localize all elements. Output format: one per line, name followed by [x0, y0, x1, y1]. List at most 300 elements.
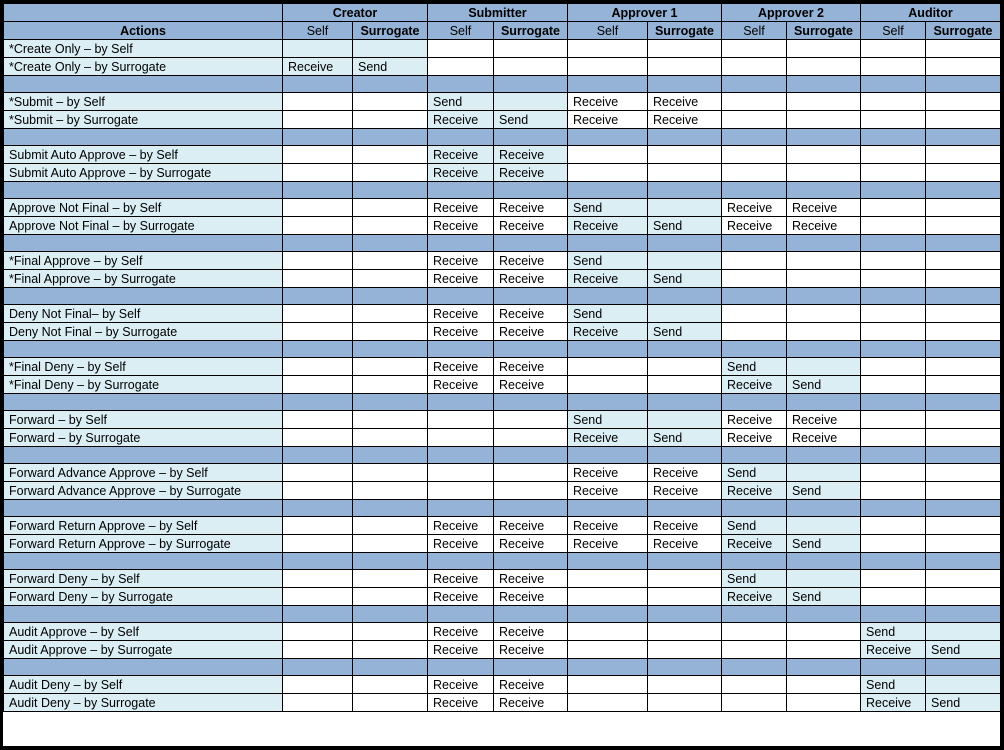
notification-cell: [283, 482, 353, 500]
notification-cell: [568, 623, 648, 641]
notification-cell: Receive: [494, 623, 568, 641]
action-cell: Forward Advance Approve – by Surrogate: [4, 482, 283, 500]
notification-cell: [283, 146, 353, 164]
notification-cell: Receive: [568, 217, 648, 235]
separator-cell: [428, 288, 494, 305]
separator-cell: [787, 659, 861, 676]
separator-cell: [787, 235, 861, 252]
notification-cell: [861, 429, 926, 447]
notification-cell: [861, 570, 926, 588]
notification-cell: [926, 270, 1001, 288]
separator-cell: [568, 606, 648, 623]
notification-cell: Send: [568, 305, 648, 323]
action-cell: Forward Advance Approve – by Self: [4, 464, 283, 482]
notification-cell: Send: [353, 58, 428, 76]
notification-cell: [648, 641, 722, 659]
separator-cell: [283, 129, 353, 146]
notification-cell: Receive: [568, 464, 648, 482]
notification-cell: Receive: [428, 111, 494, 129]
notification-cell: [428, 464, 494, 482]
notification-cell: [787, 623, 861, 641]
notification-cell: [861, 588, 926, 606]
notification-cell: [283, 676, 353, 694]
separator-cell: [926, 76, 1001, 93]
action-cell: *Create Only – by Self: [4, 40, 283, 58]
separator-cell: [861, 129, 926, 146]
separator-cell: [787, 606, 861, 623]
group-header-approver-2: Approver 2: [722, 4, 861, 22]
separator-cell: [648, 500, 722, 517]
notification-cell: [926, 588, 1001, 606]
notification-cell: [926, 376, 1001, 394]
separator-cell: [494, 341, 568, 358]
notification-cell: Receive: [648, 111, 722, 129]
notification-cell: [648, 411, 722, 429]
group-header-submitter: Submitter: [428, 4, 568, 22]
notification-cell: [283, 111, 353, 129]
separator-cell: [861, 500, 926, 517]
notification-cell: [353, 676, 428, 694]
separator-cell: [787, 447, 861, 464]
notification-cell: Receive: [494, 146, 568, 164]
notification-cell: Send: [787, 376, 861, 394]
separator-cell: [353, 553, 428, 570]
notification-cell: [926, 217, 1001, 235]
notification-cell: Receive: [568, 270, 648, 288]
notification-cell: Receive: [648, 535, 722, 553]
action-cell: *Final Approve – by Surrogate: [4, 270, 283, 288]
notification-cell: Receive: [428, 376, 494, 394]
notification-cell: [494, 464, 568, 482]
notification-cell: Send: [861, 676, 926, 694]
notification-cell: [926, 40, 1001, 58]
notification-cell: [353, 323, 428, 341]
notification-cell: Receive: [722, 376, 787, 394]
notification-cell: [353, 464, 428, 482]
table-row: [4, 411, 1001, 429]
notification-cell: [926, 358, 1001, 376]
separator-cell: [4, 659, 283, 676]
notification-cell: [926, 482, 1001, 500]
notification-cell: [787, 323, 861, 341]
separator-cell: [787, 500, 861, 517]
separator-cell: [4, 606, 283, 623]
sub-header-row: [4, 22, 1001, 40]
separator-row: [4, 606, 1001, 623]
notification-cell: [926, 464, 1001, 482]
notification-cell: Send: [926, 694, 1001, 712]
separator-cell: [283, 659, 353, 676]
separator-cell: [648, 447, 722, 464]
notification-cell: [926, 164, 1001, 182]
notification-cell: Receive: [648, 517, 722, 535]
separator-cell: [353, 659, 428, 676]
notification-cell: [648, 376, 722, 394]
table-row: [4, 40, 1001, 58]
sub-header-self: Self: [428, 22, 494, 40]
notification-cell: Receive: [428, 517, 494, 535]
notification-cell: [926, 305, 1001, 323]
notification-cell: [494, 482, 568, 500]
notification-cell: Receive: [787, 217, 861, 235]
notification-cell: [787, 694, 861, 712]
separator-cell: [861, 288, 926, 305]
notification-cell: [283, 641, 353, 659]
notification-cell: [648, 40, 722, 58]
notification-cell: Send: [648, 323, 722, 341]
notification-cell: [926, 58, 1001, 76]
separator-cell: [283, 76, 353, 93]
notification-cell: Receive: [494, 217, 568, 235]
separator-cell: [722, 394, 787, 411]
notification-cell: [353, 623, 428, 641]
notification-cell: Receive: [494, 641, 568, 659]
notification-cell: Receive: [494, 588, 568, 606]
action-cell: *Final Deny – by Self: [4, 358, 283, 376]
separator-cell: [722, 500, 787, 517]
notification-cell: [494, 40, 568, 58]
separator-cell: [568, 288, 648, 305]
notification-cell: [353, 199, 428, 217]
notification-cell: [353, 270, 428, 288]
separator-cell: [568, 553, 648, 570]
action-cell: Submit Auto Approve – by Surrogate: [4, 164, 283, 182]
notification-cell: [787, 676, 861, 694]
notification-cell: Receive: [428, 199, 494, 217]
separator-cell: [494, 235, 568, 252]
table-row: [4, 535, 1001, 553]
separator-cell: [648, 606, 722, 623]
separator-cell: [353, 182, 428, 199]
notification-cell: [926, 429, 1001, 447]
separator-row: [4, 500, 1001, 517]
notification-cell: [787, 40, 861, 58]
notification-cell: [926, 93, 1001, 111]
notification-cell: Receive: [722, 482, 787, 500]
notification-cell: Receive: [494, 570, 568, 588]
separator-cell: [787, 182, 861, 199]
notification-cell: [648, 676, 722, 694]
separator-cell: [787, 341, 861, 358]
notification-cell: [787, 58, 861, 76]
notification-cell: Receive: [787, 199, 861, 217]
separator-cell: [428, 500, 494, 517]
separator-cell: [494, 500, 568, 517]
table-row: [4, 429, 1001, 447]
separator-cell: [648, 235, 722, 252]
notification-cell: Send: [861, 623, 926, 641]
notification-cell: [648, 570, 722, 588]
notification-cell: Receive: [648, 93, 722, 111]
separator-cell: [4, 182, 283, 199]
separator-cell: [353, 288, 428, 305]
notification-cell: Receive: [568, 111, 648, 129]
notification-cell: Receive: [494, 305, 568, 323]
notification-cell: [353, 641, 428, 659]
notification-cell: [283, 464, 353, 482]
separator-cell: [4, 553, 283, 570]
notification-cell: [787, 270, 861, 288]
notification-cell: [926, 535, 1001, 553]
separator-cell: [494, 553, 568, 570]
table-row: [4, 376, 1001, 394]
notification-cell: [283, 429, 353, 447]
notification-cell: [861, 270, 926, 288]
separator-cell: [353, 447, 428, 464]
notification-cell: [353, 146, 428, 164]
notification-cell: [283, 517, 353, 535]
separator-cell: [648, 182, 722, 199]
separator-row: [4, 129, 1001, 146]
separator-cell: [926, 553, 1001, 570]
sub-header-surrogate: Surrogate: [494, 22, 568, 40]
action-cell: *Final Deny – by Surrogate: [4, 376, 283, 394]
notification-cell: Receive: [722, 535, 787, 553]
notification-matrix-table: [3, 3, 1001, 712]
notification-cell: [283, 93, 353, 111]
notification-cell: [568, 676, 648, 694]
notification-cell: [722, 93, 787, 111]
separator-cell: [722, 606, 787, 623]
notification-cell: Receive: [428, 588, 494, 606]
sub-header-self: Self: [722, 22, 787, 40]
separator-cell: [926, 288, 1001, 305]
separator-cell: [568, 659, 648, 676]
separator-cell: [861, 553, 926, 570]
table-row: [4, 570, 1001, 588]
separator-cell: [4, 500, 283, 517]
notification-cell: [787, 305, 861, 323]
separator-cell: [861, 235, 926, 252]
notification-cell: Send: [787, 482, 861, 500]
separator-cell: [861, 659, 926, 676]
notification-cell: [787, 111, 861, 129]
notification-cell: Receive: [428, 270, 494, 288]
notification-cell: [283, 252, 353, 270]
separator-cell: [283, 235, 353, 252]
notification-cell: Send: [722, 570, 787, 588]
separator-cell: [283, 553, 353, 570]
action-cell: Audit Deny – by Self: [4, 676, 283, 694]
separator-cell: [926, 129, 1001, 146]
separator-cell: [926, 447, 1001, 464]
notification-cell: Receive: [568, 535, 648, 553]
notification-cell: Receive: [428, 252, 494, 270]
notification-cell: [353, 305, 428, 323]
notification-cell: [861, 58, 926, 76]
notification-cell: [861, 111, 926, 129]
sub-header-surrogate: Surrogate: [648, 22, 722, 40]
notification-cell: [861, 358, 926, 376]
notification-cell: [926, 111, 1001, 129]
separator-cell: [428, 76, 494, 93]
separator-row: [4, 288, 1001, 305]
separator-cell: [648, 288, 722, 305]
separator-cell: [494, 76, 568, 93]
notification-cell: Receive: [494, 252, 568, 270]
notification-cell: [353, 694, 428, 712]
notification-cell: [568, 694, 648, 712]
notification-cell: Receive: [494, 676, 568, 694]
separator-cell: [568, 129, 648, 146]
notification-cell: [722, 694, 787, 712]
table-row: [4, 199, 1001, 217]
notification-cell: [494, 58, 568, 76]
notification-cell: [353, 429, 428, 447]
notification-cell: [861, 252, 926, 270]
notification-cell: [283, 694, 353, 712]
notification-cell: [353, 535, 428, 553]
notification-cell: Send: [722, 464, 787, 482]
notification-cell: Receive: [494, 358, 568, 376]
notification-cell: Receive: [428, 323, 494, 341]
notification-cell: [353, 164, 428, 182]
separator-cell: [722, 235, 787, 252]
notification-cell: Send: [722, 358, 787, 376]
notification-cell: [861, 199, 926, 217]
notification-cell: [648, 694, 722, 712]
separator-cell: [787, 288, 861, 305]
separator-cell: [353, 394, 428, 411]
notification-cell: [648, 164, 722, 182]
separator-cell: [861, 76, 926, 93]
actions-header: Actions: [4, 22, 283, 40]
table-row: [4, 623, 1001, 641]
notification-cell: [926, 323, 1001, 341]
notification-cell: Receive: [428, 641, 494, 659]
group-header-row: [4, 4, 1001, 22]
notification-cell: Receive: [861, 641, 926, 659]
separator-cell: [926, 394, 1001, 411]
sub-header-self: Self: [861, 22, 926, 40]
group-header-auditor: Auditor: [861, 4, 1001, 22]
separator-cell: [926, 182, 1001, 199]
action-cell: Forward – by Surrogate: [4, 429, 283, 447]
sub-header-self: Self: [283, 22, 353, 40]
notification-cell: [428, 429, 494, 447]
separator-cell: [283, 341, 353, 358]
notification-cell: Receive: [861, 694, 926, 712]
separator-cell: [648, 76, 722, 93]
separator-cell: [4, 341, 283, 358]
separator-cell: [648, 659, 722, 676]
notification-cell: Receive: [428, 623, 494, 641]
table-row: [4, 270, 1001, 288]
notification-cell: [353, 93, 428, 111]
notification-cell: Receive: [787, 411, 861, 429]
separator-cell: [926, 500, 1001, 517]
notification-cell: [926, 252, 1001, 270]
separator-cell: [722, 553, 787, 570]
sub-header-self: Self: [568, 22, 648, 40]
notification-cell: Send: [722, 517, 787, 535]
notification-cell: [861, 217, 926, 235]
notification-cell: Receive: [428, 305, 494, 323]
notification-cell: Send: [787, 588, 861, 606]
separator-cell: [494, 288, 568, 305]
notification-cell: Send: [648, 429, 722, 447]
notification-cell: [283, 411, 353, 429]
notification-cell: Receive: [722, 429, 787, 447]
notification-cell: Receive: [648, 464, 722, 482]
notification-cell: [428, 58, 494, 76]
notification-cell: Send: [648, 217, 722, 235]
notification-cell: [283, 164, 353, 182]
table-row: [4, 358, 1001, 376]
separator-cell: [722, 447, 787, 464]
separator-cell: [283, 500, 353, 517]
separator-cell: [353, 606, 428, 623]
notification-cell: [568, 358, 648, 376]
separator-cell: [4, 76, 283, 93]
notification-cell: [926, 623, 1001, 641]
action-cell: Forward – by Self: [4, 411, 283, 429]
table-row: [4, 164, 1001, 182]
action-cell: Forward Return Approve – by Surrogate: [4, 535, 283, 553]
separator-cell: [568, 447, 648, 464]
notification-cell: [648, 305, 722, 323]
notification-cell: [861, 464, 926, 482]
notification-cell: [494, 411, 568, 429]
notification-cell: [722, 641, 787, 659]
notification-cell: Receive: [722, 217, 787, 235]
notification-cell: [494, 93, 568, 111]
notification-cell: [861, 535, 926, 553]
notification-cell: [353, 517, 428, 535]
separator-cell: [428, 606, 494, 623]
action-cell: Deny Not Final – by Surrogate: [4, 323, 283, 341]
table-row: [4, 588, 1001, 606]
separator-cell: [283, 182, 353, 199]
separator-cell: [722, 129, 787, 146]
action-cell: Audit Deny – by Surrogate: [4, 694, 283, 712]
notification-cell: [722, 40, 787, 58]
notification-cell: [787, 164, 861, 182]
notification-cell: Receive: [568, 517, 648, 535]
separator-cell: [428, 129, 494, 146]
notification-cell: [861, 482, 926, 500]
separator-cell: [722, 182, 787, 199]
table-row: [4, 517, 1001, 535]
table-row: [4, 676, 1001, 694]
separator-cell: [428, 235, 494, 252]
notification-cell: [861, 376, 926, 394]
separator-cell: [428, 659, 494, 676]
action-cell: *Create Only – by Surrogate: [4, 58, 283, 76]
notification-cell: Receive: [494, 694, 568, 712]
notification-cell: [722, 111, 787, 129]
notification-cell: [722, 623, 787, 641]
notification-cell: [283, 535, 353, 553]
separator-cell: [494, 394, 568, 411]
notification-cell: [787, 146, 861, 164]
notification-cell: [568, 164, 648, 182]
separator-row: [4, 182, 1001, 199]
separator-cell: [787, 553, 861, 570]
notification-cell: [353, 40, 428, 58]
notification-cell: [861, 93, 926, 111]
notification-cell: Receive: [648, 482, 722, 500]
notification-cell: [283, 217, 353, 235]
notification-cell: [722, 676, 787, 694]
notification-cell: [861, 305, 926, 323]
action-cell: *Submit – by Surrogate: [4, 111, 283, 129]
notification-cell: Send: [648, 270, 722, 288]
notification-cell: Send: [428, 93, 494, 111]
corner-cell: [4, 4, 283, 22]
separator-cell: [494, 659, 568, 676]
separator-cell: [648, 553, 722, 570]
